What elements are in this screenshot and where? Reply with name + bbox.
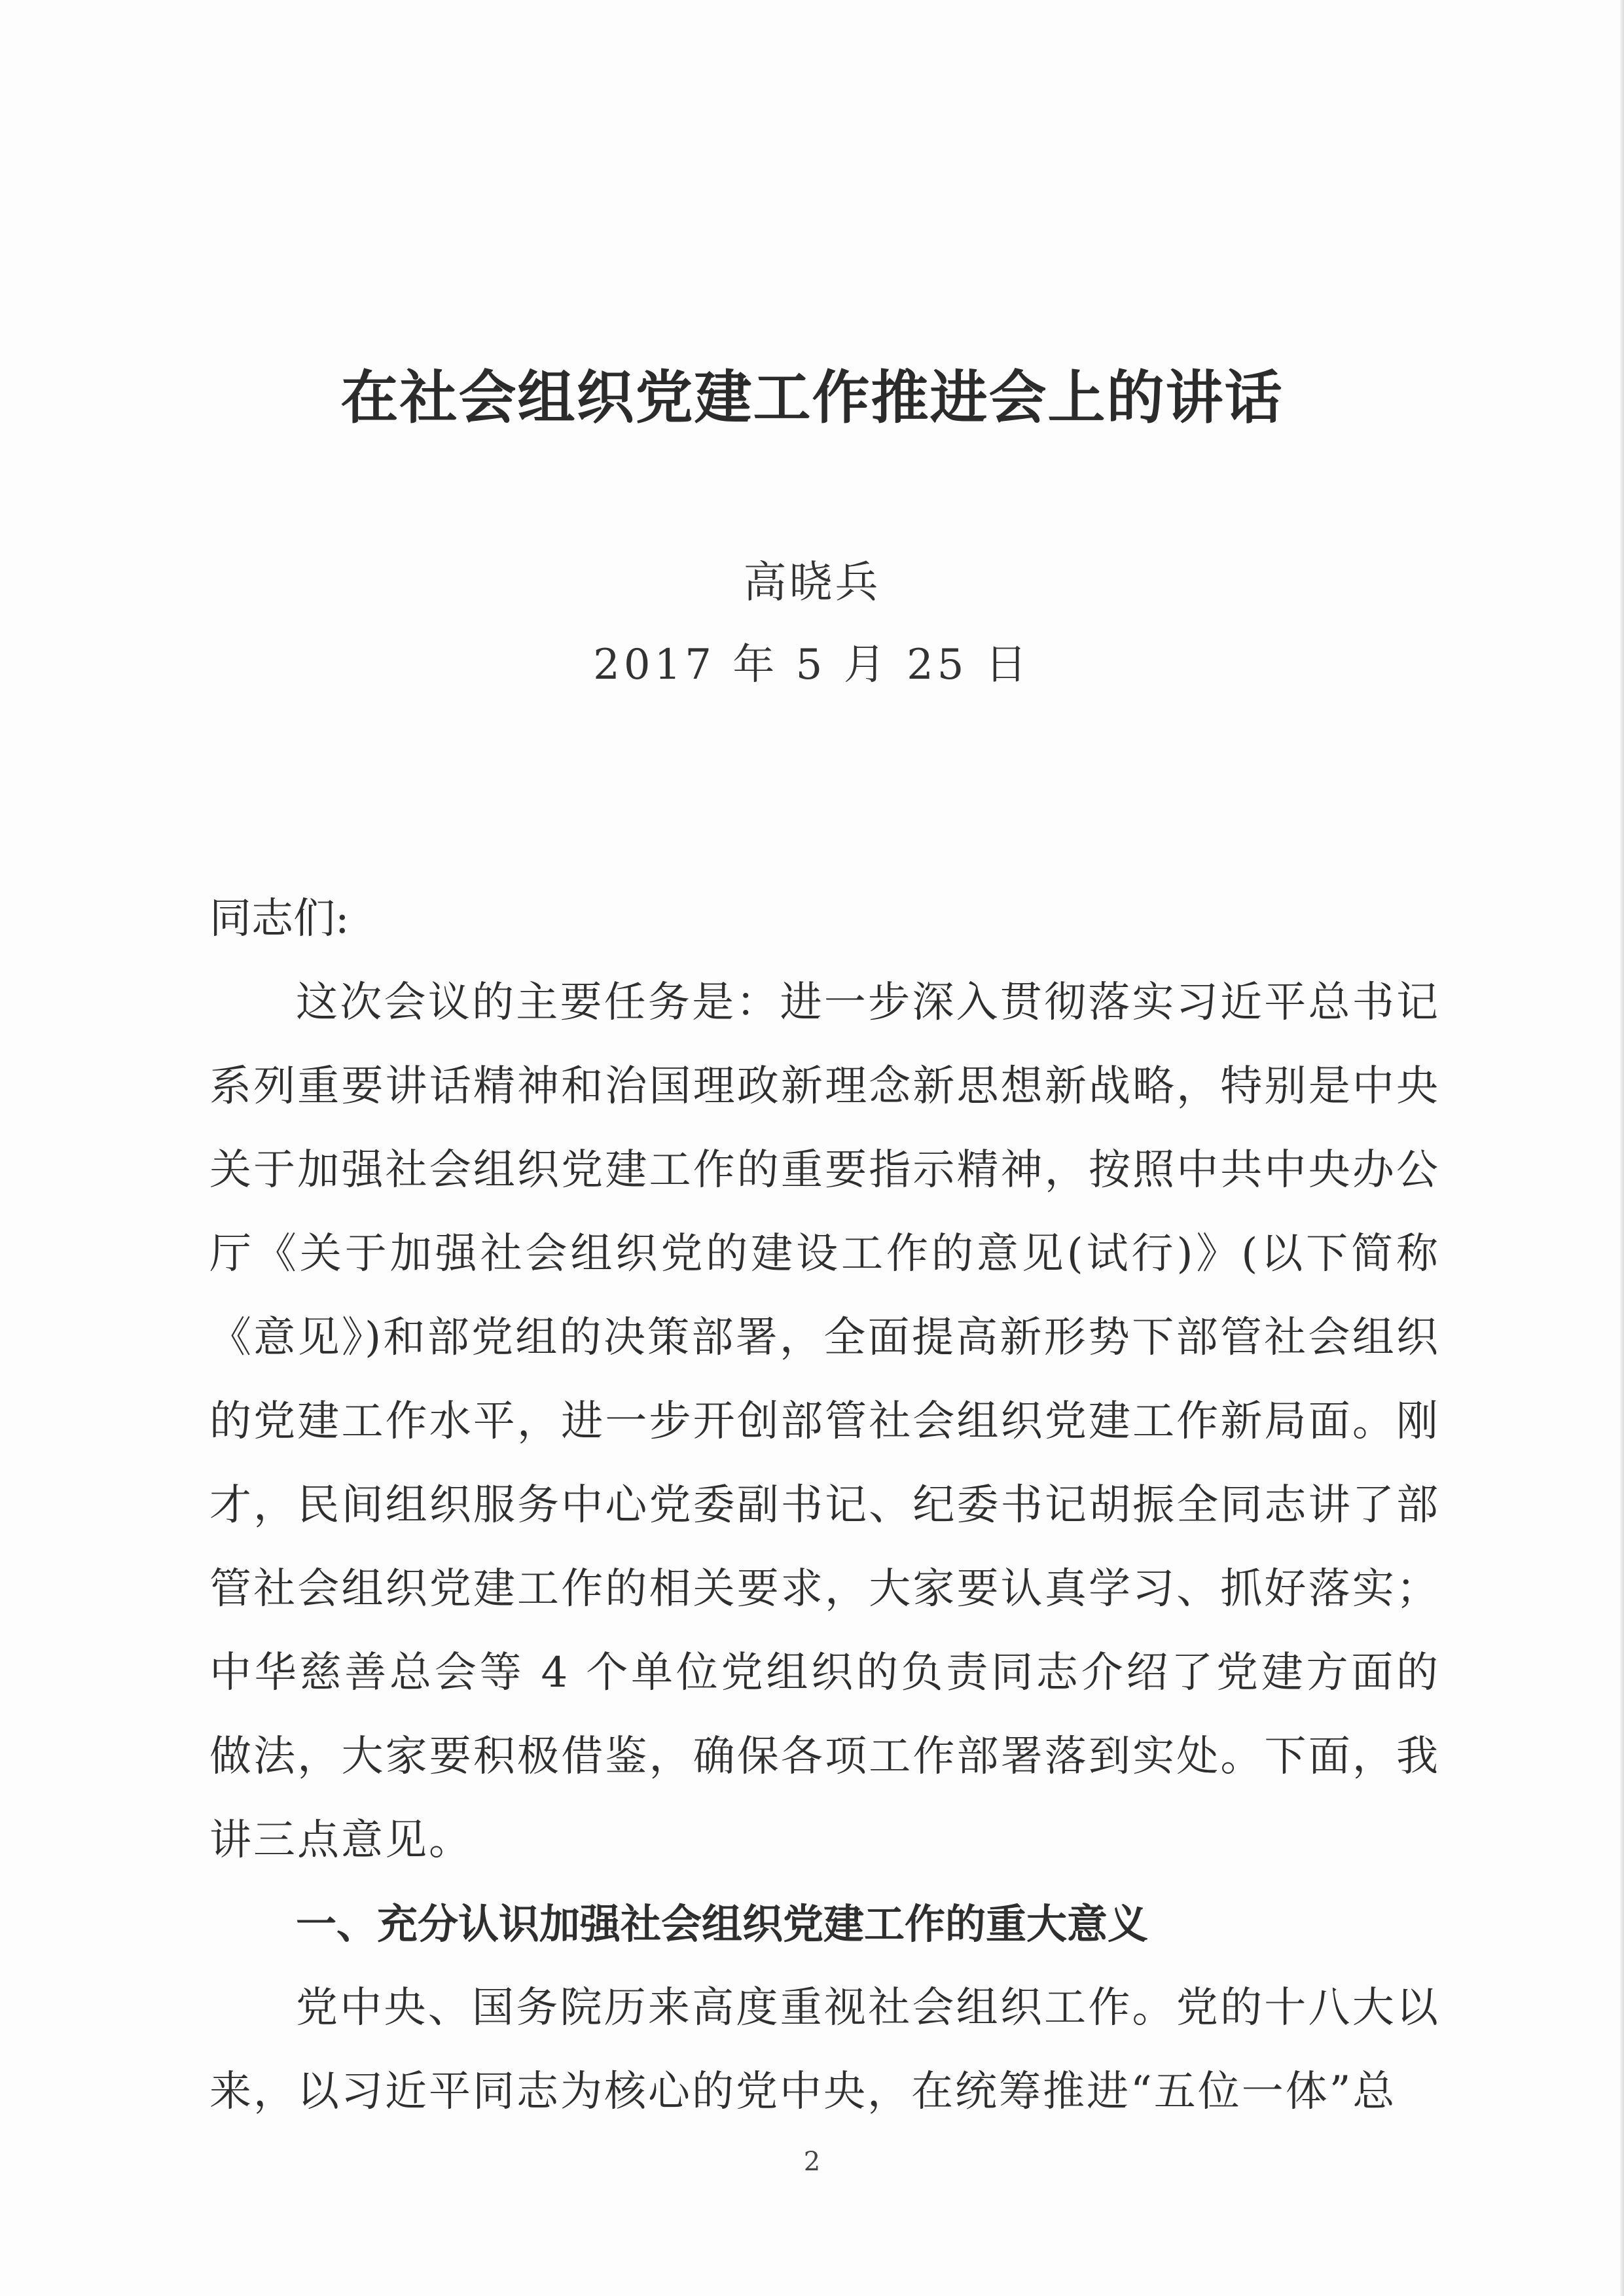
section-paragraph: 党中央、国务院历来高度重视社会组织工作。党的十八大以来，以习近平同志为核心的党中央，在统筹推进“五位一体”总 <box>209 1984 1440 2116</box>
speech-date: 2017 年 5 月 25 日 <box>593 641 1031 689</box>
opening-paragraph: 这次会议的主要任务是：进一步深入贯彻落实习近平总书记系列重要讲话精神和治国理政新理念新思想新战略，特别是中央关于加强社会组织党建工作的重要指示精神，按照中共中央办公厅《关于加强社会组织党的建设工作的意见(试行)》(以下简称《意见》)和部党组的决策部署，全面提高新形势下部管社会组织的党建工作水平，进一步开创部管社会组织党建工作新局面。刚才，民间组织服务中心党委副书记、纪委书记胡振全同志讲了部管社会组织党建工作的相关要求，大家要认真学习、抓好落实；中华慈善总会等 4 个单位党组织的负责同志介绍了党建方面的做法，大家要积极借鉴，确保各项工作部署落到实处。下面，我讲三点意见。 <box>209 978 1440 1865</box>
author-name: 高晓兵 <box>743 557 881 607</box>
section-heading: 一、充分认识加强社会组织党建工作的重大意义 <box>296 1900 1149 1948</box>
document-title: 在社会组织党建工作推进会上的讲话 <box>340 364 1284 431</box>
salutation: 同志们: <box>209 895 350 943</box>
scan-edge <box>1620 0 1624 2296</box>
document-body <box>209 877 1440 2134</box>
page-number: 2 <box>803 2147 821 2177</box>
